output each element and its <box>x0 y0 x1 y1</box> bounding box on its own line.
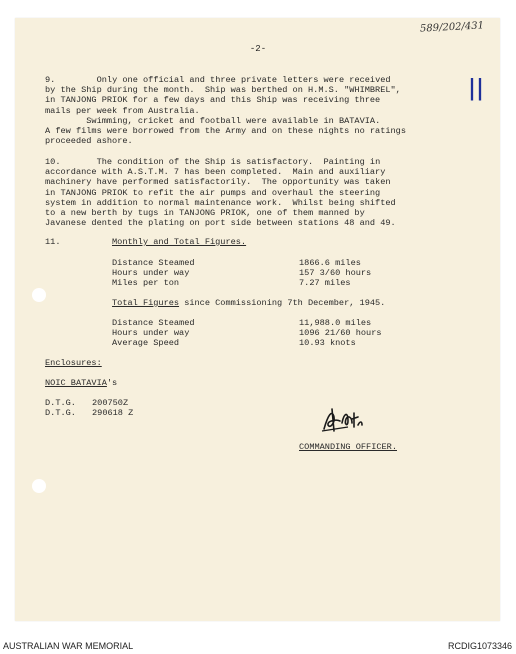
footer-record-id: RCDIG1073346 <box>447 641 512 651</box>
total-label: Hours under way <box>112 328 190 338</box>
paragraph-9-line: proceeded ashore. <box>45 136 133 147</box>
monthly-value: 7.27 miles <box>299 278 351 288</box>
paragraph-9-line: Swimming, cricket and football were available in BATAVIA. <box>86 115 381 126</box>
page-number: -2- <box>249 44 267 54</box>
paragraph-10-line: Javanese dented the plating on port side between stations 48 and 49. <box>45 218 396 229</box>
paragraph-10 <box>45 157 465 228</box>
enclosures-source: NOIC BATAVIA's <box>45 378 118 388</box>
paragraph-10-line: 10. The condition of the Ship is satisfactory. Painting in <box>45 157 381 167</box>
enclosure-dtg: 290618 Z <box>92 408 134 418</box>
paragraph-9-line: mails per week from Australia. <box>45 105 200 116</box>
paragraph-10-line: accordance with A.S.T.M. 7 has been completed. Main and auxiliary <box>45 167 386 178</box>
monthly-figures-heading: Monthly and Total Figures. <box>112 237 247 247</box>
total-figures-heading: Total Figures since Commissioning 7th December, 1945. <box>112 298 386 308</box>
paragraph-10-line: in TANJONG PRIOK to refit the air pumps and overhaul the steering <box>45 187 381 198</box>
total-value: 1096 21/60 hours <box>299 328 382 338</box>
paragraph-9-line: 9. Only one official and three private letters were received <box>45 75 391 85</box>
paragraph-9-line: by the Ship during the month. Ship was berthed on H.M.S. "WHIMBREL", <box>45 85 401 96</box>
monthly-value: 1866.6 miles <box>299 258 361 268</box>
paragraph-9-number: 9. <box>45 75 56 85</box>
paragraph-9 <box>45 75 465 146</box>
monthly-label: Hours under way <box>112 268 190 278</box>
monthly-label: Miles per ton <box>112 278 180 288</box>
paragraph-9-line: A few films were borrowed from the Army and on these nights no ratings <box>45 126 406 137</box>
total-value: 10.93 knots <box>299 338 356 348</box>
paragraph-10-line: system in addition to normal maintenance work. Whilst being shifted <box>45 197 396 208</box>
paragraph-10-line: machinery have performed satisfactorily. The opportunity was taken <box>45 177 391 188</box>
enclosure-label: D.T.G. <box>45 408 76 418</box>
paragraph-9-line: in TANJONG PRIOK for a few days and this Ship was receiving three <box>45 95 381 106</box>
enclosure-dtg: 200750Z <box>92 398 129 408</box>
enclosures-heading: Enclosures: <box>45 358 102 368</box>
paragraph-10-line: to a new berth by tugs in TANJONG PRIOK, one of them manned by <box>45 208 365 219</box>
total-label: Average Speed <box>112 338 180 348</box>
margin-annotation: || <box>468 75 485 101</box>
handwritten-signature <box>318 403 366 435</box>
file-reference: 589/202/431 <box>419 20 485 35</box>
enclosure-label: D.T.G. <box>45 398 76 408</box>
footer-archive-name: AUSTRALIAN WAR MEMORIAL <box>3 641 134 651</box>
monthly-label: Distance Steamed <box>112 258 195 268</box>
punch-hole-bottom <box>32 479 46 493</box>
commanding-officer-title: COMMANDING OFFICER. <box>299 442 397 452</box>
total-value: 11,988.0 miles <box>299 318 372 328</box>
punch-hole-top <box>32 288 46 302</box>
total-label: Distance Steamed <box>112 318 195 328</box>
paragraph-11-number: 11. <box>45 237 61 247</box>
paragraph-10-number: 10. <box>45 157 61 167</box>
monthly-value: 157 3/60 hours <box>299 268 372 278</box>
